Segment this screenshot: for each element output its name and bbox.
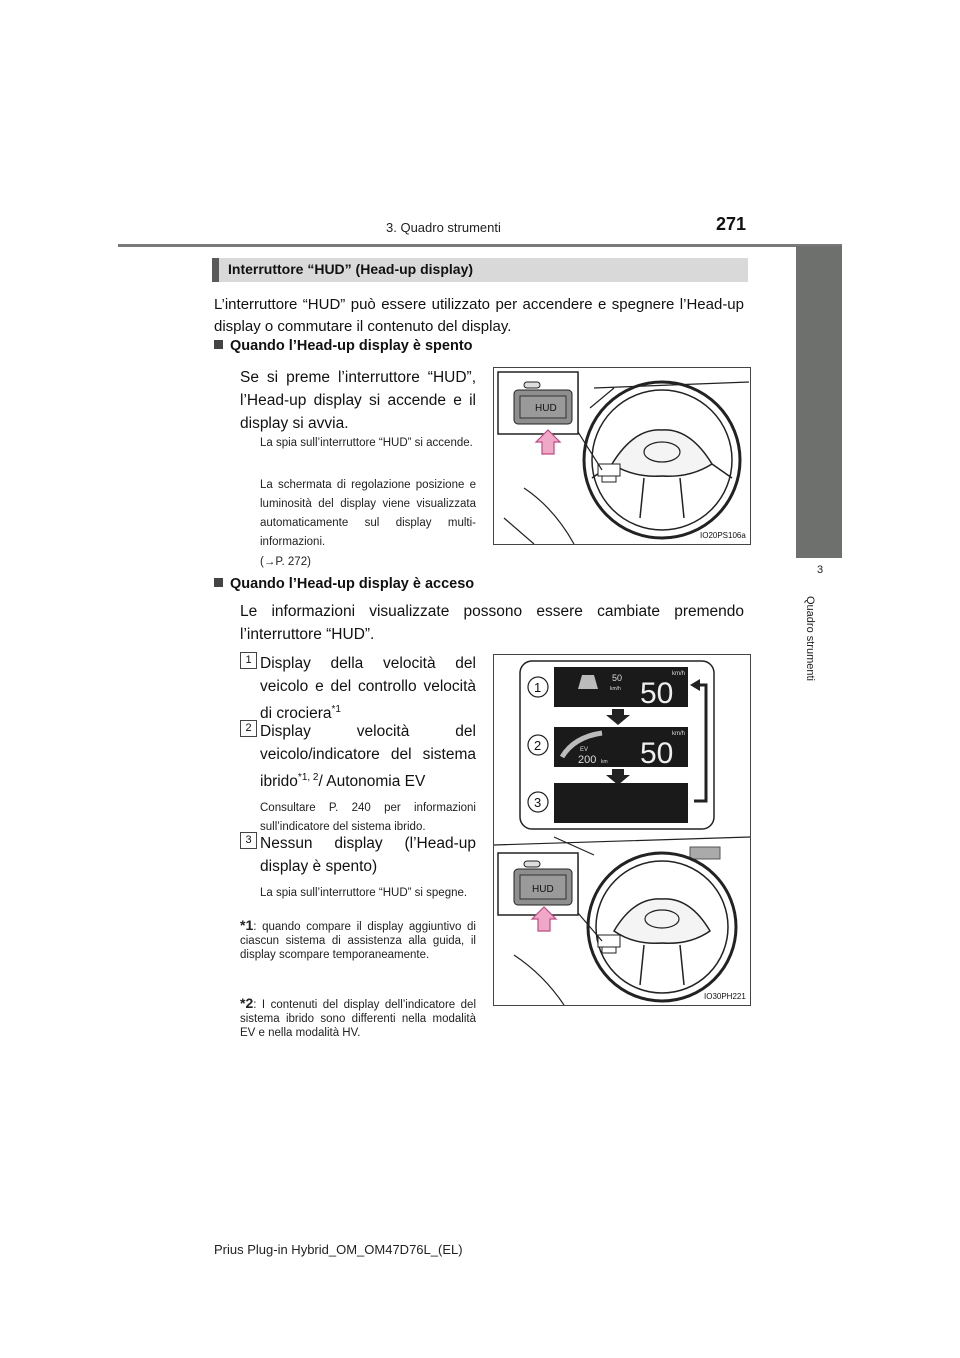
screen1-speed: 50 <box>640 677 674 710</box>
item-1-text: Display della velocità del veicolo e del controllo velocità di crociera <box>260 655 476 723</box>
screen1-small-unit: km/h <box>610 686 621 692</box>
footnote-1 <box>240 918 476 962</box>
intro-paragraph: L’interruttore “HUD” può essere utilizzato per accendere e spegnere l’Head-up display o commutare il contenuto del display. <box>214 296 744 335</box>
figure-hud-modes <box>493 654 751 1006</box>
screen3-number: 3 <box>534 795 542 810</box>
screen2-number: 2 <box>534 738 542 753</box>
section-title-marker <box>212 258 219 282</box>
footnote-1-mark: *1 <box>240 917 254 933</box>
screen2-range: 200 <box>578 754 597 766</box>
footnote-2 <box>240 996 476 1040</box>
heading-when-off: Quando l’Head-up display è spento <box>214 338 473 354</box>
item-2-tail: / Autonomia EV <box>318 773 426 791</box>
page-number: 271 <box>716 214 747 234</box>
hud-label: HUD <box>535 403 557 414</box>
screen1-unit: km/h <box>672 671 686 677</box>
chapter-number: 3 <box>816 564 824 576</box>
hud-screen-3 <box>554 783 688 823</box>
chapter-tab <box>796 246 842 558</box>
screen2-range-unit: km <box>601 759 608 765</box>
when-off-note-1: La spia sull’interruttore “HUD” si accende. <box>260 437 473 449</box>
square-bullet-icon <box>214 578 223 587</box>
screen2-unit: km/h <box>672 731 686 737</box>
hud-modes-illustration <box>494 655 750 1005</box>
section-title: Interruttore “HUD” (Head-up display) <box>228 261 474 277</box>
screen2-ev: EV <box>580 747 589 753</box>
when-off-page-ref: (→P. 272) <box>260 556 311 568</box>
hud-switch-illustration <box>494 368 750 544</box>
screen2-speed: 50 <box>640 737 674 770</box>
screen1-small-speed: 50 <box>612 673 623 683</box>
square-bullet-icon <box>214 340 223 349</box>
item-3-note: La spia sull’interruttore “HUD” si spegne. <box>260 887 468 899</box>
when-off-body: Se si preme l’interruttore “HUD”, l’Head-up display si accende e il display si avvia. <box>240 369 476 432</box>
hud-label: HUD <box>532 884 554 895</box>
item-1-footnote-ref: *1 <box>331 704 341 715</box>
when-on-body: Le informazioni visualizzate possono essere cambiate premendo l’interruttore “HUD”. <box>240 603 744 643</box>
item-2-text: Display velocità del veicolo/indicatore del sistema ibrido <box>260 723 476 791</box>
figure2-code: IO30PH221 <box>704 992 746 1001</box>
footnote-2-text: : I contenuti del display dell’indicatore del sistema ibrido sono differenti nella modalità EV e nella modalità HV. <box>240 999 476 1039</box>
item-number-badge: 2 <box>240 720 257 737</box>
item-2-note: Consultare P. 240 per informazioni sull’indicatore del sistema ibrido. <box>260 802 476 834</box>
when-off-note-2: La schermata di regolazione posizione e luminosità del display viene visualizzata automaticamente sul display multi-informazioni. <box>260 479 476 548</box>
item-2-footnote-ref: *1, 2 <box>297 772 319 783</box>
screen1-number: 1 <box>534 680 542 695</box>
footnote-1-text: : quando compare il display aggiuntivo di ciascun sistema di assistenza alla guida, il display scompare temporaneamente. <box>240 921 476 961</box>
running-header-section: 3. Quadro strumenti <box>386 220 501 235</box>
list-item-3 <box>240 832 476 903</box>
heading-when-on: Quando l’Head-up display è acceso <box>214 576 474 592</box>
chapter-label: Quadro strumenti <box>804 596 816 681</box>
header-rule <box>118 244 842 247</box>
list-item-1 <box>240 652 476 725</box>
item-number-badge: 3 <box>240 832 257 849</box>
figure-hud-switch <box>493 367 751 545</box>
list-item-2 <box>240 720 476 837</box>
footnote-2-mark: *2 <box>240 995 254 1011</box>
item-number-badge: 1 <box>240 652 257 669</box>
item-3-text: Nessun display (l’Head-up display è spento) <box>260 835 476 875</box>
footer-model: Prius Plug-in Hybrid_OM_OM47D76L_(EL) <box>214 1242 463 1257</box>
figure1-code: IO20PS106a <box>700 531 746 540</box>
